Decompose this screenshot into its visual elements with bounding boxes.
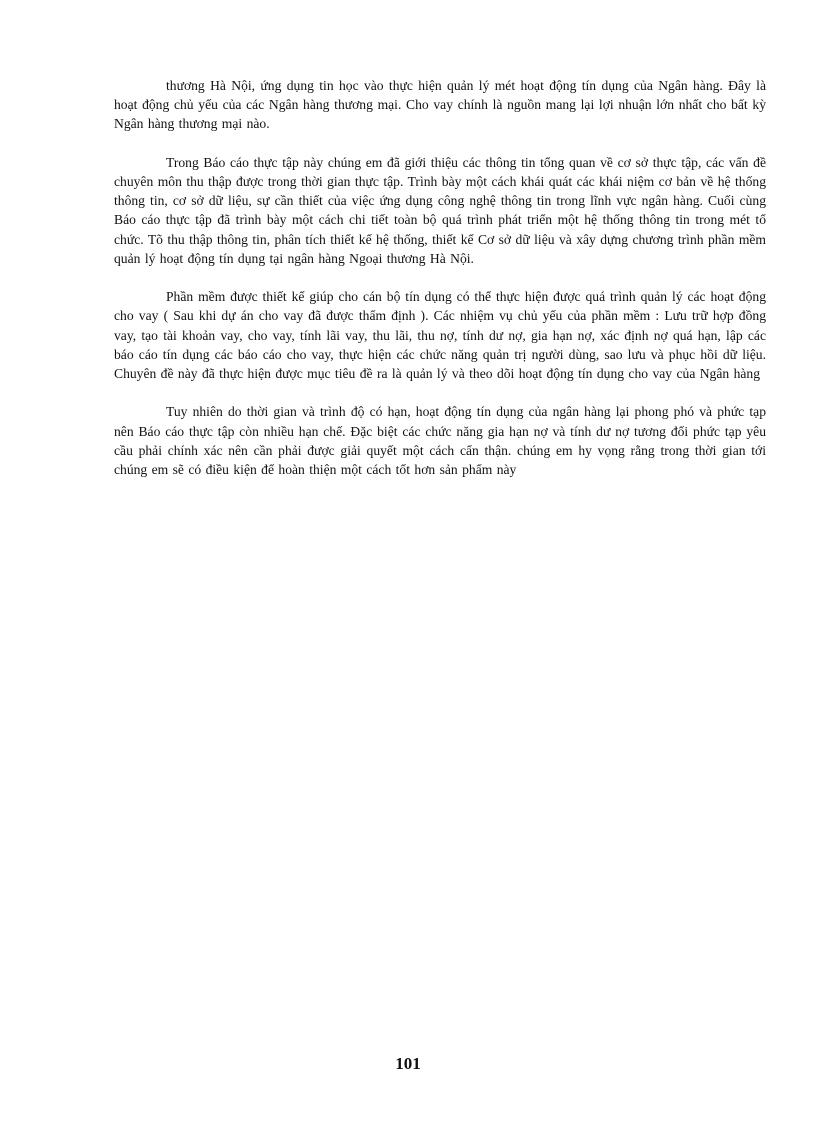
paragraph-2: Trong Báo cáo thực tập này chúng em đã giới thiệu các thông tin tổng quan về cơ sở thực tập, các vấn đề chuyên môn thu thập được trong thời gian thực tập. Trình bày một cách khái quát các khái niệm cơ bản về hệ thống thông tin, cơ sở dữ liệu, sự cần thiết của việc ứng dụng công nghệ thông tin trong lĩnh vực ngân hàng. Cuối cùng Báo cáo thực tập đã trình bày một cách chi tiết toàn bộ quá trình phát triển một hệ thống thông tin trong mét tổ chức. Tõ thu thập thông tin, phân tích thiết kế hệ thống, thiết kế Cơ sở dữ liệu và xây dựng chương trình phần mềm quản lý hoạt động tín dụng tại ngân hàng Ngoại thương Hà Nội. [114, 154, 766, 266]
page-number: 101 [395, 1054, 421, 1073]
body-text [114, 76, 766, 498]
paragraph-4: Tuy nhiên do thời gian và trình độ có hạn, hoạt động tín dụng của ngân hàng lại phong phó và phức tạp nên Báo cáo thực tập còn nhiều hạn chế. Đặc biệt các chức năng gia hạn nợ và tính dư nợ tương đối phức tạp yêu cầu phải chính xác nên cần phải được giải quyết một cách cẩn thận. chúng em hy vọng rằng trong thời gian tới chúng em sẽ có điều kiện để hoàn thiện một cách tốt hơn sản phẩm này [114, 404, 766, 478]
paragraph-1: thương Hà Nội, ứng dụng tin học vào thực hiện quản lý mét hoạt động tín dụng của Ngân hàng. Đây là hoạt động chủ yếu của các Ngân hàng thương mại. Cho vay chính là nguồn mang lại lợi nhuận lớn nhất cho bất kỳ Ngân hàng thương mại nào. [114, 78, 766, 132]
paragraph-3: Phần mềm được thiết kế giúp cho cán bộ tín dụng có thể thực hiện được quá trình quản lý các hoạt động cho vay ( Sau khi dự án cho vay đã được thẩm định ). Các nhiệm vụ chủ yếu của phần mềm : Lưu trữ hợp đồng vay, tạo tài khoản vay, cho vay, tính lãi vay, thu lãi, thu nợ, tính dư nợ, gia hạn nợ, xác định nợ quá hạn, lập các báo cáo tín dụng các báo cáo cho vay, thực hiện các chức năng quản trị người dùng, sao lưu và phục hồi dữ liệu. Chuyên đề này đã thực hiện được mục tiêu đề ra là quản lý và theo dõi hoạt động tín dụng cho vay của Ngân hàng [114, 289, 766, 382]
